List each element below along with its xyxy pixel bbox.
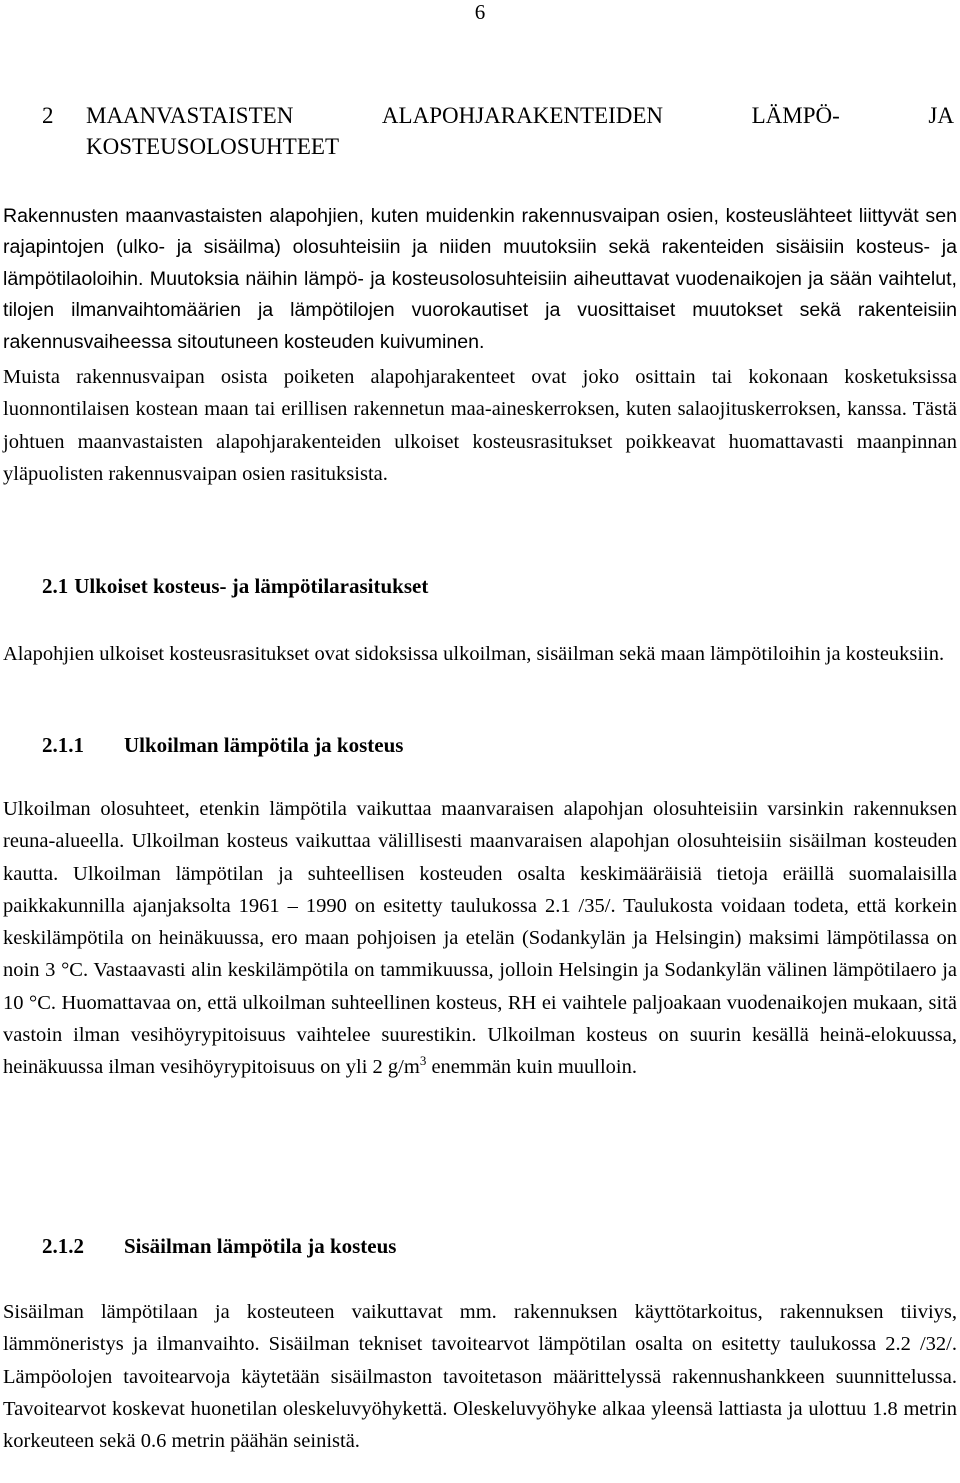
section-2-title-word: JA — [928, 103, 954, 128]
section-2-heading — [42, 100, 954, 162]
intro-paragraph-serif: Muista rakennusvaipan osista poiketen alapohjarakenteet ovat joko osittain tai kokonaan kosketuksissa luonnontilaisen kostean maan tai erillisen rakennetun maa-aineskerroksen, kuten salaojituskerroksen, kanssa. Tästä johtuen maanvastaisten alapohjarakenteiden ulkoiset kosteusrasitukset poikkeavat huomattavasti maanpinnan yläpuolisten rakennusvaipan osien rasituksista. — [3, 366, 957, 485]
section-2-1-heading — [42, 572, 428, 600]
section-2-1-2-number: 2.1.2 — [42, 1234, 84, 1258]
section-2-title-line2: KOSTEUSOLOSUHTEET — [86, 134, 339, 159]
section-2-1-1-title: Ulkoilman lämpötila ja kosteus — [124, 733, 404, 757]
superscript-3: 3 — [419, 1053, 427, 1069]
section-2-title-word: ALAPOHJARAKENTEIDEN — [381, 103, 664, 128]
section-2-1-title: Ulkoiset kosteus- ja lämpötilarasitukset — [74, 574, 429, 598]
section-2-1-2-paragraph: Sisäilman lämpötilaan ja kosteuteen vaikuttavat mm. rakennuksen käyttötarkoitus, rakennuksen tiiviys, lämmöneristys ja ilmanvaihto. Sisäilman tekniset tavoitearvot lämpötilan osalta on esitetty taulukossa 2.2 /32/. Lämpöolojen tavoitearvoja käytetään sisäilmaston tavoitetason määrittelyssä rakennushankkeen suunnittelussa. Tavoitearvot koskevat huonetilan oleskeluvyöhykettä. Oleskeluvyöhyke alkaa yleensä lattiasta ja ulottuu 1.8 metrin korkeuteen sekä 0.6 metrin päähän seinistä. — [3, 1301, 957, 1453]
section-2-1-2-title: Sisäilman lämpötila ja kosteus — [124, 1234, 397, 1258]
section-2-1-number: 2.1 — [42, 574, 69, 598]
section-2-1-1-paragraph — [3, 793, 957, 1084]
section-2-1-1-heading — [42, 731, 403, 759]
section-2-1-1-number: 2.1.1 — [42, 733, 84, 757]
section-2-number: 2 — [42, 103, 54, 128]
section-2-1-1-text: Ulkoilman olosuhteet, etenkin lämpötila vaikuttaa maanvaraisen alapohjan olosuhteisiin varsinkin rakennuksen reuna-alueella. Ulkoilman kosteus vaikuttaa välillisesti maanvaraisen alapohjan olosuhteisiin sisäilman kosteuden kautta. Ulkoilman lämpötilan ja suhteellisen kosteuden osalta keskimääräisiä tietoja eräillä suomalaisilla paikkakunnilla ajanjaksolta 1961 – 1990 on esitetty taulukossa 2.1 /35/. Taulukosta voidaan todeta, että korkein keskilämpötila on heinäkuussa, ero maan pohjoisen ja etelän (Sodankylän ja Helsingin) maksimi lämpötilassa on noin 3 °C. Vastaavasti alin keskilämpötila on tammikuussa, jolloin Helsingin ja Sodankylän välinen lämpötilaero ja 10 °C. Huomattavaa on, että ulkoilman suhteellinen kosteus, RH ei vaihtele paljoakaan vuodenaikojen mukaan, sitä vastoin ilman vesihöyrypitoisuus vaihtelee suurestikin. Ulkoilman kosteus on suurin kesällä heinä-elokuussa, heinäkuussa ilman vesihöyrypitoisuus on yli 2 g/m — [3, 798, 957, 1079]
section-2-title-word: MAANVASTAISTEN — [86, 103, 294, 128]
page-number: 6 — [474, 0, 486, 24]
section-2-1-2-heading — [42, 1232, 396, 1260]
intro-paragraph-sans: Rakennusten maanvastaisten alapohjien, kuten muidenkin rakennusvaipan osien, kosteuslähteet liittyvät sen rajapintojen (ulko- ja sisäilma) olosuhteisiin ja niiden muutoksiin sekä rakenteiden sisäisiin kosteus- ja lämpötilaoloihin. Muutoksia näihin lämpö- ja kosteusolosuhteisiin aiheuttavat vuodenaikojen ja sään vaihtelut, tilojen ilmanvaihtomäärien ja lämpötilojen vuorokautiset ja vuosittaiset muutokset sekä rakenteisiin rakennusvaiheessa sitoutuneen kosteuden kuivuminen. — [3, 205, 957, 353]
section-2-1-paragraph: Alapohjien ulkoiset kosteusrasitukset ovat sidoksissa ulkoilman, sisäilman sekä maan lämpötiloihin ja kosteuksiin. — [3, 643, 945, 665]
section-2-title-word: LÄMPÖ- — [751, 103, 840, 128]
section-2-1-1-text-end: enemmän kuin muulloin. — [426, 1056, 637, 1079]
